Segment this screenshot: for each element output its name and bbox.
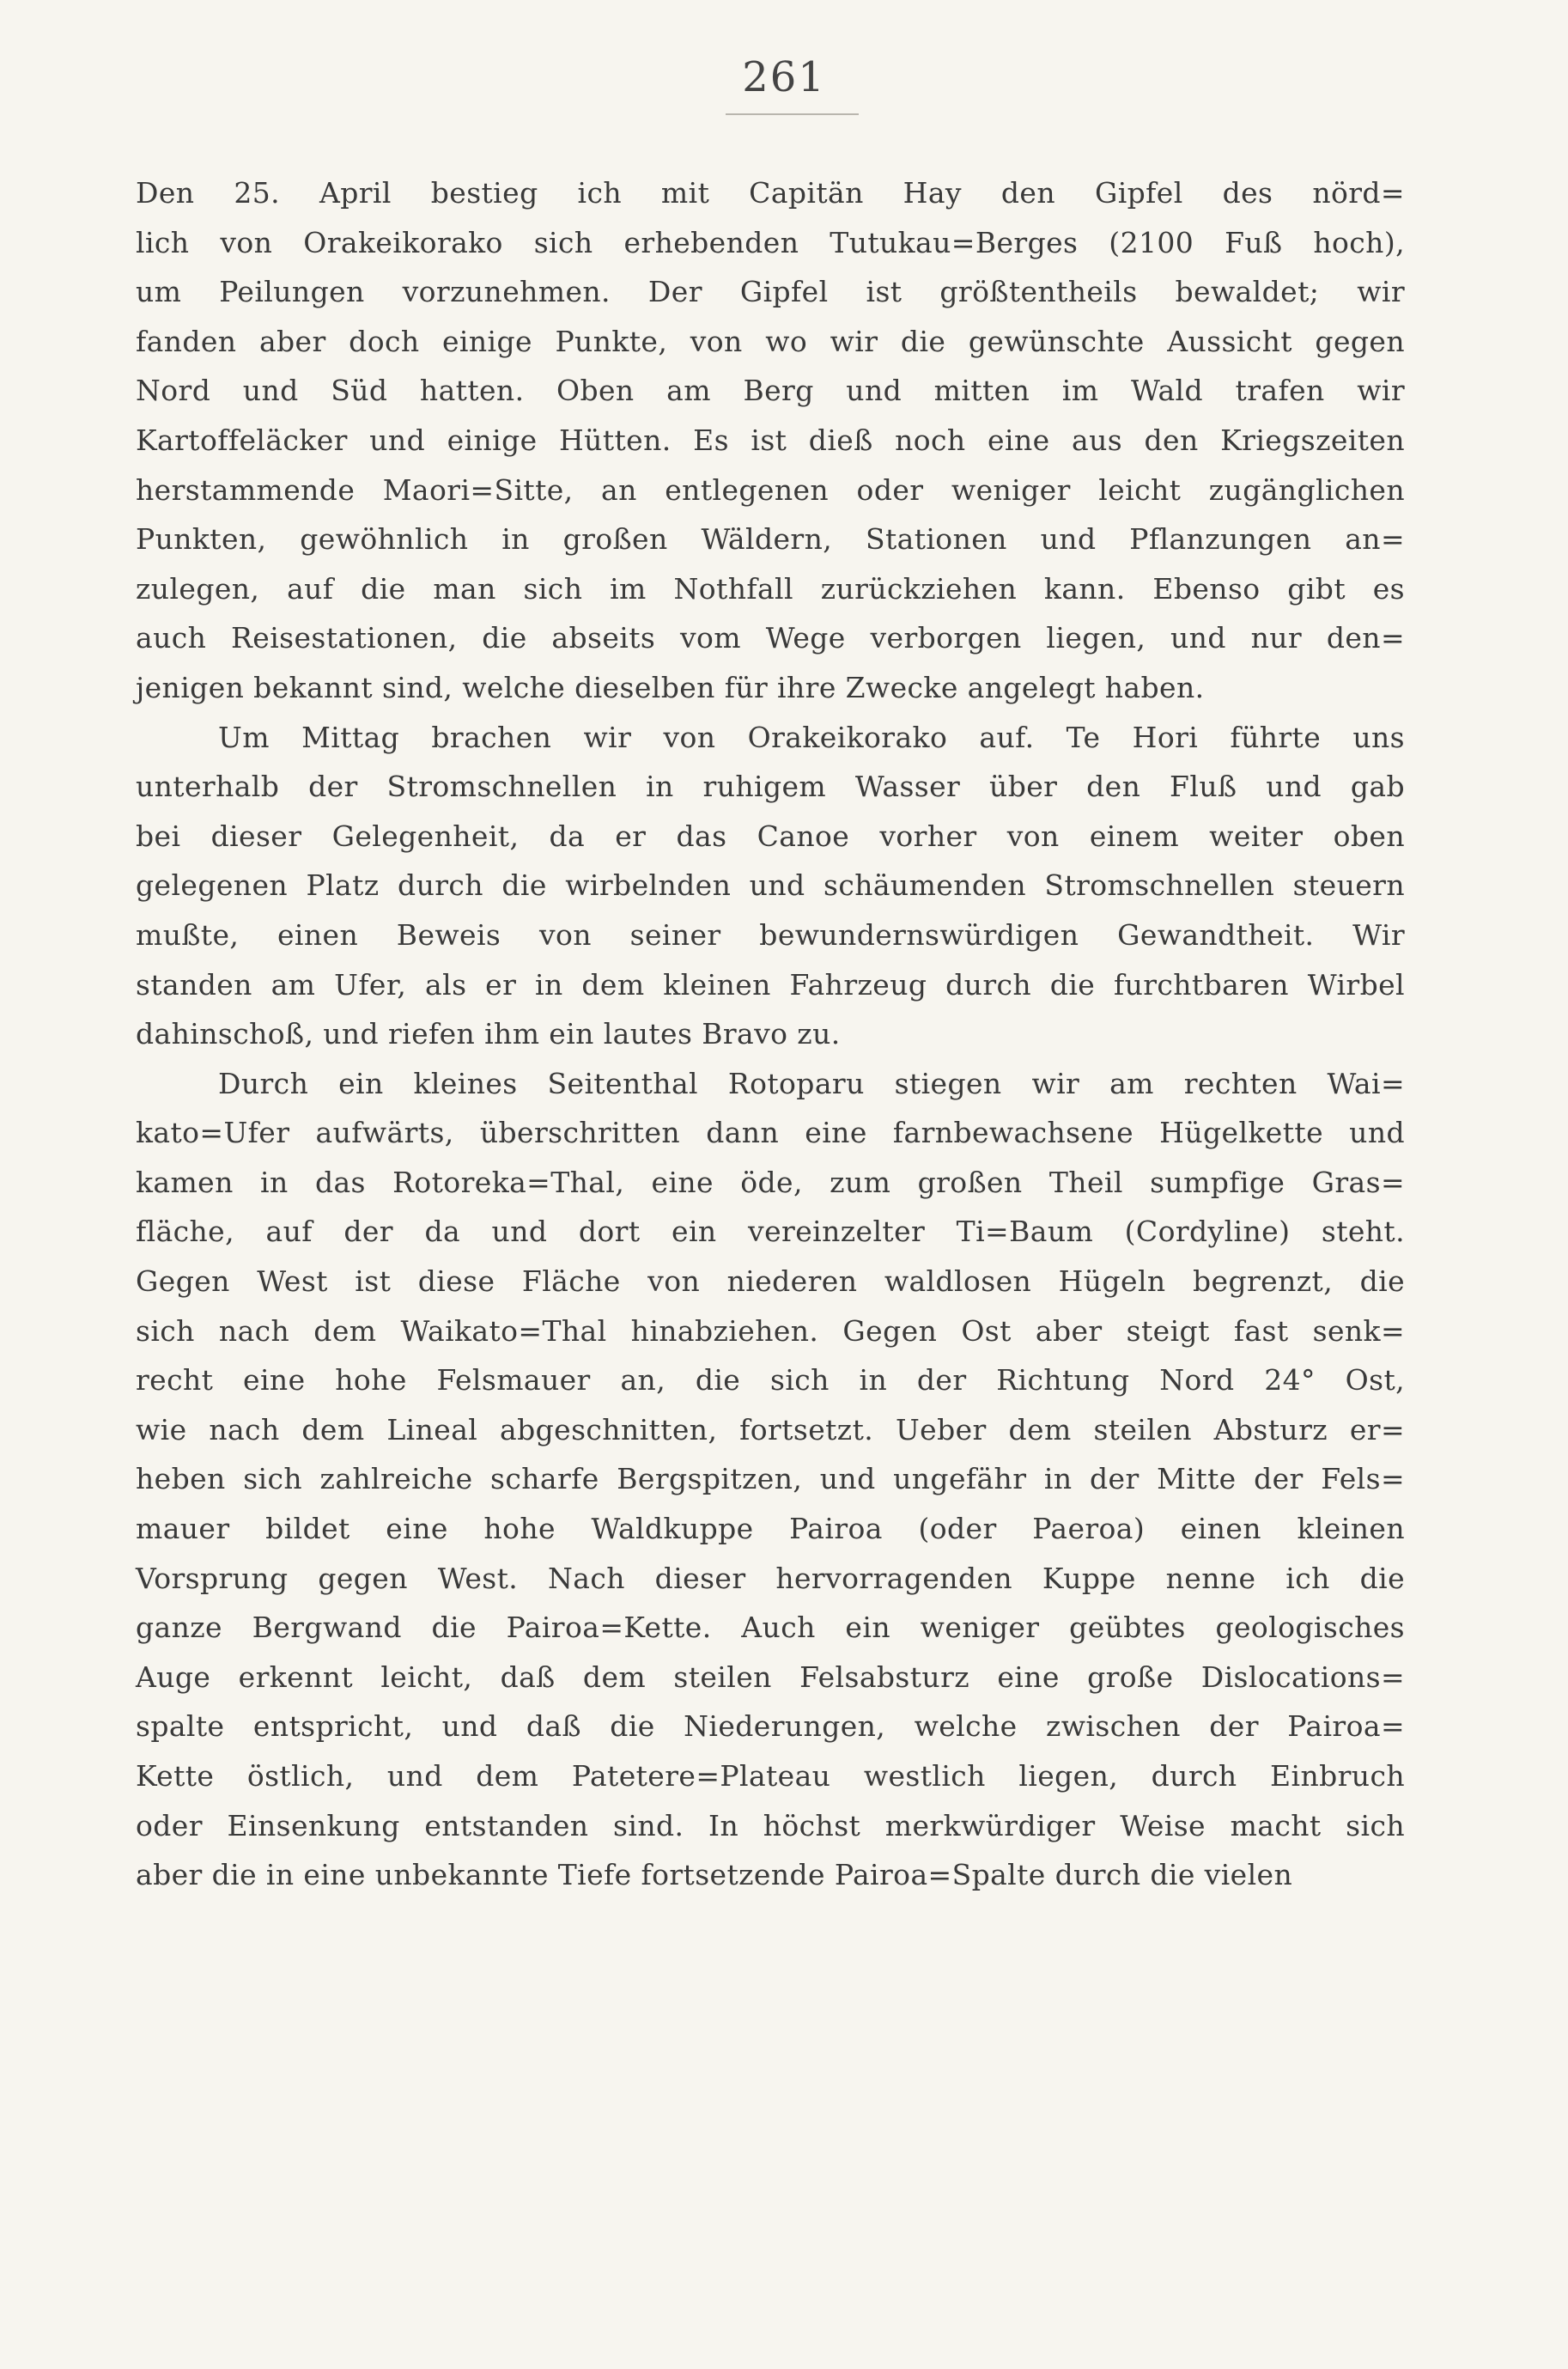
paragraph — [136, 713, 1405, 1059]
text-line: Um Mittag brachen wir von Orakeikorako auf. Te Hori führte uns — [218, 720, 1405, 754]
text-line: standen am Ufer, als er in dem kleinen Fahrzeug durch die furchtbaren Wirbel — [136, 967, 1405, 1002]
text-line: Vorsprung gegen West. Nach dieser hervorragenden Kuppe nenne ich die — [136, 1561, 1405, 1595]
header-rule — [726, 113, 859, 115]
text-line: Kartoffeläcker und einige Hütten. Es ist dieß noch eine aus den Kriegszeiten — [136, 423, 1405, 457]
text-line: Punkten, gewöhnlich in großen Wäldern, Stationen und Pflanzungen an= — [136, 522, 1405, 557]
text-line: auch Reisestationen, die abseits vom Wege verborgen liegen, und nur den= — [136, 621, 1405, 655]
text-line: Nord und Süd hatten. Oben am Berg und mitten im Wald trafen wir — [136, 374, 1405, 408]
text-line: heben sich zahlreiche scharfe Bergspitzen, und ungefähr in der Mitte der Fels= — [136, 1462, 1405, 1496]
text-line: herstammende Maori=Sitte, an entlegenen oder weniger leicht zugänglichen — [136, 472, 1405, 507]
text-line: fläche, auf der da und dort ein vereinzelter Ti=Baum (Cordyline) steht. — [136, 1215, 1405, 1249]
body-text — [136, 168, 1405, 1900]
paragraph — [136, 168, 1405, 713]
page-number: 261 — [742, 53, 826, 101]
text-line: Gegen West ist diese Fläche von niederen waldlosen Hügeln begrenzt, die — [136, 1264, 1405, 1299]
text-line: Kette östlich, und dem Patetere=Plateau westlich liegen, durch Einbruch — [136, 1759, 1405, 1793]
text-line: zulegen, auf die man sich im Nothfall zurückziehen kann. Ebenso gibt es — [136, 571, 1405, 606]
text-line: um Peilungen vorzunehmen. Der Gipfel ist größtentheils bewaldet; wir — [136, 275, 1405, 309]
text-line: sich nach dem Waikato=Thal hinabziehen. Gegen Ost aber steigt fast senk= — [136, 1313, 1405, 1348]
text-line: recht eine hohe Felsmauer an, die sich in der Richtung Nord 24° Ost, — [136, 1363, 1405, 1398]
text-line: unterhalb der Stromschnellen in ruhigem Wasser über den Fluß und gab — [136, 770, 1405, 804]
text-line: Den 25. April bestieg ich mit Capitän Hay den Gipfel des nörd= — [136, 176, 1405, 210]
text-line: jenigen bekannt sind, welche dieselben für ihre Zwecke angelegt haben. — [136, 670, 1205, 704]
paragraph — [136, 1059, 1405, 1900]
text-line: Auge erkennt leicht, daß dem steilen Felsabsturz eine große Dislocations= — [136, 1660, 1405, 1694]
text-line: fanden aber doch einige Punkte, von wo wir die gewünschte Aussicht gegen — [136, 324, 1405, 358]
text-line: oder Einsenkung entstanden sind. In höchst merkwürdiger Weise macht sich — [136, 1808, 1405, 1842]
text-line: gelegenen Platz durch die wirbelnden und schäumenden Stromschnellen steuern — [136, 868, 1405, 903]
text-line: spalte entspricht, und daß die Niederungen, welche zwischen der Pairoa= — [136, 1709, 1405, 1744]
text-line: ganze Bergwand die Pairoa=Kette. Auch ein weniger geübtes geologisches — [136, 1611, 1405, 1645]
text-line: kato=Ufer aufwärts, überschritten dann eine farnbewachsene Hügelkette und — [136, 1116, 1405, 1150]
text-line: bei dieser Gelegenheit, da er das Canoe vorher von einem weiter oben — [136, 819, 1405, 853]
text-line: Durch ein kleines Seitenthal Rotoparu stiegen wir am rechten Wai= — [218, 1066, 1405, 1100]
text-line: mauer bildet eine hohe Waldkuppe Pairoa (oder Paeroa) einen kleinen — [136, 1512, 1405, 1546]
text-line: dahinschoß, und riefen ihm ein lautes Bravo zu. — [136, 1017, 841, 1051]
text-line: wie nach dem Lineal abgeschnitten, fortsetzt. Ueber dem steilen Absturz er= — [136, 1412, 1405, 1446]
paragraph-container — [136, 168, 1405, 1900]
text-line: mußte, einen Beweis von seiner bewundernswürdigen Gewandtheit. Wir — [136, 917, 1405, 952]
text-line: aber die in eine unbekannte Tiefe fortsetzende Pairoa=Spalte durch die vielen — [136, 1858, 1293, 1892]
text-line: kamen in das Rotoreka=Thal, eine öde, zum großen Theil sumpfige Gras= — [136, 1165, 1405, 1199]
text-line: lich von Orakeikorako sich erhebenden Tutukau=Berges (2100 Fuß hoch), — [136, 225, 1405, 259]
